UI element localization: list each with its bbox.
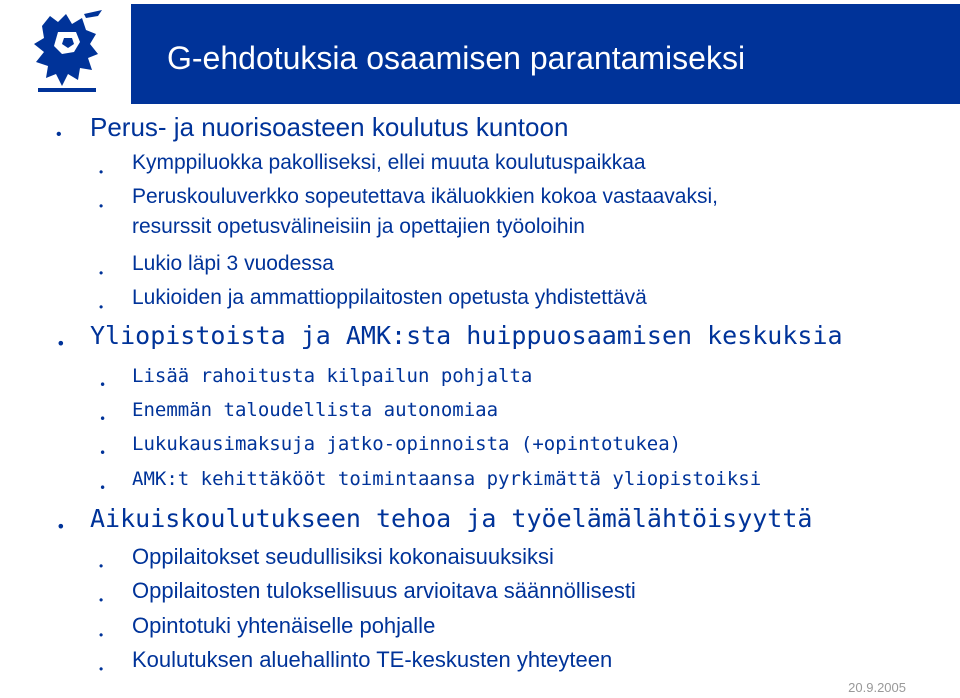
bullet-dot-icon: • bbox=[99, 593, 104, 607]
bullet-text: Opintotuki yhtenäiselle pohjalle bbox=[132, 613, 436, 638]
bullet-level2 bbox=[99, 394, 498, 426]
bullet-dot-icon: • bbox=[99, 412, 107, 426]
bullet-dot-icon: • bbox=[56, 126, 62, 143]
bullet-text: Koulutuksen aluehallinto TE-keskusten yhteyteen bbox=[132, 647, 613, 672]
bullet-dot-icon: • bbox=[56, 334, 66, 353]
bullet-dot-icon: • bbox=[56, 517, 66, 536]
bullet-text: Yliopistoista ja AMK:sta huippuosaamisen keskuksia bbox=[90, 321, 843, 350]
bullet-level2 bbox=[99, 181, 718, 213]
bullet-level2 bbox=[99, 428, 681, 460]
bullet-text: Perus- ja nuorisoasteen koulutus kuntoon bbox=[90, 112, 569, 142]
bullet-dot-icon: • bbox=[99, 481, 107, 495]
bullet-text: AMK:t kehittäkööt toimintaansa pyrkimättä yliopistoiksi bbox=[132, 468, 762, 490]
bullet-level2-continuation bbox=[99, 211, 585, 243]
bullet-text: Aikuiskoulutukseen tehoa ja työelämälähtöisyyttä bbox=[90, 504, 813, 533]
bullet-level2 bbox=[99, 147, 646, 179]
bullet-dot-icon: • bbox=[99, 628, 104, 642]
bullet-dot-icon: • bbox=[99, 446, 107, 460]
bullet-text: Oppilaitokset seudullisiksi kokonaisuuksiksi bbox=[132, 544, 554, 569]
bullet-level1 bbox=[56, 320, 843, 352]
bullet-level2 bbox=[99, 610, 435, 642]
bullet-level1 bbox=[56, 503, 812, 535]
bullet-level2 bbox=[99, 541, 554, 573]
bullet-level2 bbox=[99, 644, 612, 676]
bullet-text: resurssit opetusvälineisiin ja opettajien työoloihin bbox=[132, 215, 585, 238]
bullet-text: Lukio läpi 3 vuodessa bbox=[132, 252, 334, 275]
bullet-level2 bbox=[99, 360, 532, 392]
bullet-text: Enemmän taloudellista autonomiaa bbox=[132, 399, 499, 421]
bullet-dot-icon: • bbox=[99, 300, 104, 314]
bullet-dot-icon: • bbox=[99, 199, 104, 213]
footer-date: 20.9.2005 bbox=[848, 680, 906, 695]
bullet-level1 bbox=[56, 111, 568, 143]
bullet-level2 bbox=[99, 463, 761, 495]
bullet-text: Kymppiluokka pakolliseksi, ellei muuta koulutuspaikkaa bbox=[132, 151, 646, 174]
bullet-level2 bbox=[99, 248, 334, 280]
bullet-text: Oppilaitosten tuloksellisuus arvioitava säännöllisesti bbox=[132, 578, 636, 603]
bullet-dot-icon: • bbox=[99, 662, 104, 676]
bullet-level2 bbox=[99, 575, 636, 607]
bullet-text: Lisää rahoitusta kilpailun pohjalta bbox=[132, 365, 533, 387]
bullet-dot-icon: • bbox=[99, 559, 104, 573]
bullet-dot-icon: • bbox=[99, 266, 104, 280]
bullet-dot-icon: • bbox=[99, 378, 107, 392]
bullet-level2 bbox=[99, 282, 647, 314]
bullet-text: Peruskouluverkko sopeutettava ikäluokkien kokoa vastaavaksi, bbox=[132, 185, 718, 208]
bullet-text: Lukioiden ja ammattioppilaitosten opetusta yhdistettävä bbox=[132, 286, 647, 309]
bullet-dot-icon: • bbox=[99, 165, 104, 179]
slide-title: G-ehdotuksia osaamisen parantamiseksi bbox=[167, 40, 746, 76]
bullet-text: Lukukausimaksuja jatko-opinnoista (+opintotukea) bbox=[132, 433, 682, 455]
